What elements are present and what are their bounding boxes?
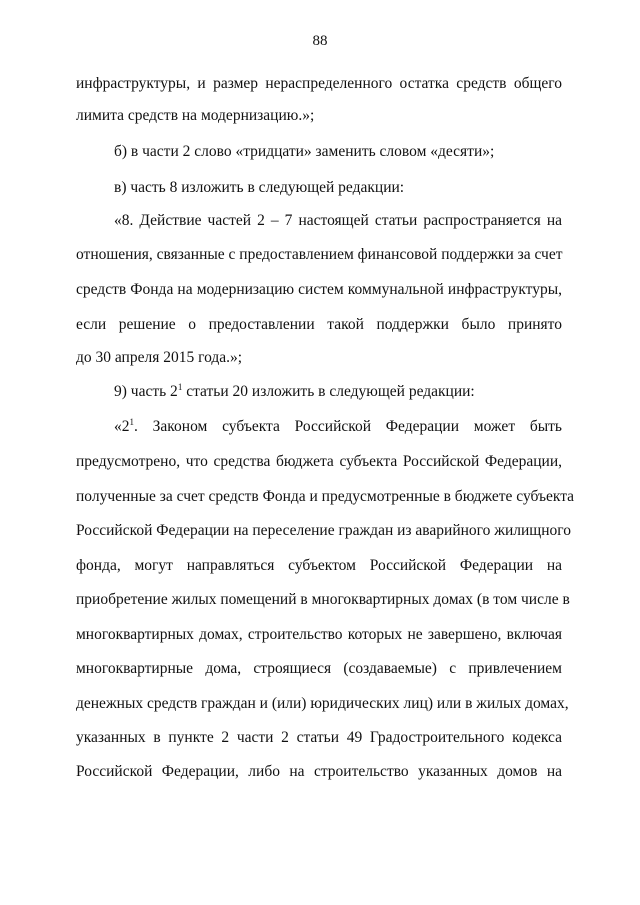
text-line: средств Фонда на модернизацию систем коммунальной инфраструктуры, xyxy=(76,281,562,298)
text-line: лимита средств на модернизацию.»; xyxy=(76,107,315,124)
text-line: Российской Федерации, либо на строительство указанных домов на xyxy=(76,763,562,780)
item-9-superscript: 1 xyxy=(177,381,183,392)
text-line: многоквартирных домах, строительство которых не завершено, включая xyxy=(76,626,562,643)
text-line: приобретение жилых помещений в многоквартирных домах (в том числе в xyxy=(76,591,570,608)
text-line: предусмотрено, что средства бюджета субъекта Российской Федерации, xyxy=(76,453,562,470)
text-line: в) часть 8 изложить в следующей редакции: xyxy=(114,179,405,196)
text-line: если решение о предоставлении такой поддержки было принято xyxy=(76,316,562,333)
text-line: полученные за счет средств Фонда и предусмотренные в бюджете субъекта xyxy=(76,488,575,505)
text-line: денежных средств граждан и (или) юридических лиц) или в жилых домах, xyxy=(76,695,569,712)
item-2-1-after: . Законом субъекта Российской Федерации может быть xyxy=(134,418,562,435)
item-9-before: 9) часть 2 xyxy=(114,383,178,400)
text-line: инфраструктуры, и размер нераспределенного остатка средств общего xyxy=(76,75,562,92)
text-line: б) в части 2 слово «тридцати» заменить словом «десяти»; xyxy=(114,143,495,160)
text-line: многоквартирные дома, строящиеся (создаваемые) с привлечением xyxy=(76,660,562,677)
page-number: 88 xyxy=(312,33,328,49)
text-line: фонда, могут направляться субъектом Российской Федерации на xyxy=(76,557,562,574)
item-2-1-before: «2 xyxy=(114,418,130,435)
item-2-1-superscript: 1 xyxy=(129,416,134,427)
item-2-1-line xyxy=(114,417,562,437)
text-line: отношения, связанные с предоставлением финансовой поддержки за счет xyxy=(76,246,563,263)
item-9-line xyxy=(114,382,562,402)
text-line: указанных в пункте 2 части 2 статьи 49 Градостроительного кодекса xyxy=(76,729,562,746)
text-line: «8. Действие частей 2 – 7 настоящей статьи распространяется на xyxy=(114,212,562,229)
item-9-after: статьи 20 изложить в следующей редакции: xyxy=(182,383,475,400)
text-line: Российской Федерации на переселение граждан из аварийного жилищного xyxy=(76,522,572,539)
text-line: до 30 апреля 2015 года.»; xyxy=(76,349,243,366)
